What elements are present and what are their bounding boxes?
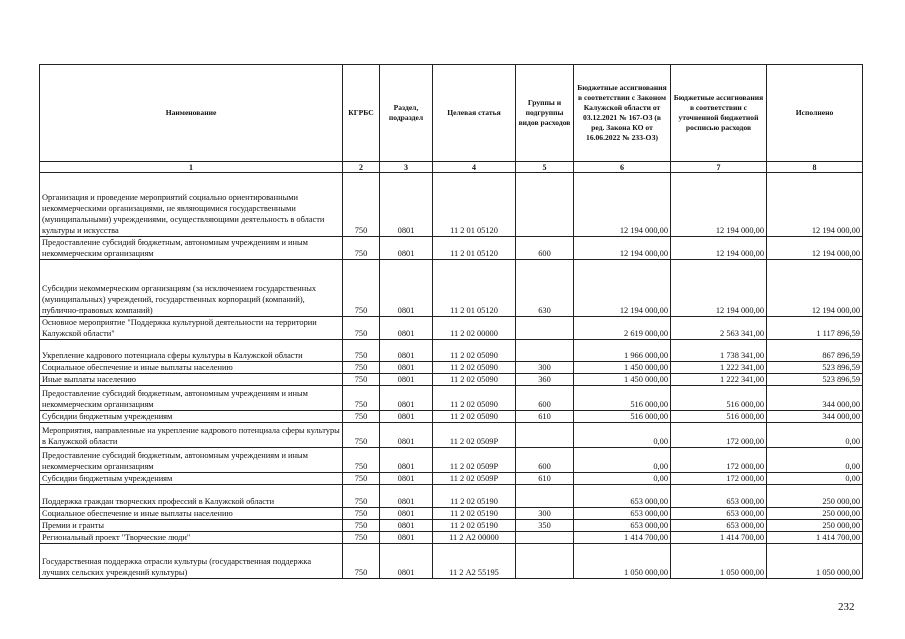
header-law: Бюджетные ассигнования в соответствии с Законом Калужской области от 03.12.2021 № 167-ОЗ (в ред. Закона КО от 16.06.2022 № 233-ОЗ): [574, 65, 671, 162]
table-row: [40, 532, 863, 544]
cell-law: 1 050 000,00: [574, 544, 671, 579]
column-number: 1: [40, 162, 343, 173]
cell-schedule: 1 414 700,00: [671, 532, 767, 544]
table-row: [40, 411, 863, 423]
cell-law: 0,00: [574, 448, 671, 473]
cell-section: 0801: [380, 260, 433, 317]
cell-name: Предоставление субсидий бюджетным, автономным учреждениям и иным некоммерческим организациям: [40, 448, 343, 473]
cell-schedule: 653 000,00: [671, 508, 767, 520]
cell-section: 0801: [380, 173, 433, 237]
column-number: 8: [767, 162, 863, 173]
cell-executed: 12 194 000,00: [767, 260, 863, 317]
table-row: [40, 374, 863, 386]
header-target: Целевая статья: [433, 65, 516, 162]
cell-law: 1 966 000,00: [574, 340, 671, 362]
cell-schedule: 1 222 341,00: [671, 362, 767, 374]
cell-name: Иные выплаты населению: [40, 374, 343, 386]
cell-law: 1 414 700,00: [574, 532, 671, 544]
cell-executed: 12 194 000,00: [767, 173, 863, 237]
cell-executed: 250 000,00: [767, 520, 863, 532]
cell-law: 2 619 000,00: [574, 317, 671, 340]
cell-target: 11 2 01 05120: [433, 260, 516, 317]
cell-section: 0801: [380, 544, 433, 579]
cell-kgrbs: 750: [343, 362, 380, 374]
column-number: 4: [433, 162, 516, 173]
cell-law: 516 000,00: [574, 411, 671, 423]
table-row: [40, 260, 863, 317]
cell-schedule: 12 194 000,00: [671, 237, 767, 260]
cell-target: 11 2 02 00000: [433, 317, 516, 340]
cell-target: 11 2 02 0509Р: [433, 423, 516, 448]
cell-section: 0801: [380, 374, 433, 386]
cell-executed: 12 194 000,00: [767, 237, 863, 260]
cell-schedule: 516 000,00: [671, 411, 767, 423]
cell-law: 12 194 000,00: [574, 237, 671, 260]
cell-group: 600: [516, 448, 574, 473]
cell-executed: 0,00: [767, 473, 863, 485]
cell-name: Поддержка граждан творческих профессий в Калужской области: [40, 485, 343, 508]
cell-group: 610: [516, 411, 574, 423]
cell-section: 0801: [380, 362, 433, 374]
table-row: [40, 448, 863, 473]
cell-group: [516, 423, 574, 448]
cell-kgrbs: 750: [343, 340, 380, 362]
column-number: 6: [574, 162, 671, 173]
table-row: [40, 473, 863, 485]
cell-name: Субсидии бюджетным учреждениям: [40, 473, 343, 485]
table-row: [40, 520, 863, 532]
cell-section: 0801: [380, 508, 433, 520]
budget-table: [39, 64, 863, 579]
cell-target: 11 2 02 05190: [433, 485, 516, 508]
cell-schedule: 653 000,00: [671, 485, 767, 508]
cell-law: 12 194 000,00: [574, 173, 671, 237]
cell-section: 0801: [380, 317, 433, 340]
table-row: [40, 173, 863, 237]
cell-target: 11 2 А2 55195: [433, 544, 516, 579]
header-schedule: Бюджетные ассигнования в соответствии с уточненной бюджетной росписью расходов: [671, 65, 767, 162]
cell-section: 0801: [380, 411, 433, 423]
cell-target: 11 2 02 05090: [433, 362, 516, 374]
cell-executed: 0,00: [767, 423, 863, 448]
cell-section: 0801: [380, 237, 433, 260]
cell-schedule: 516 000,00: [671, 386, 767, 411]
cell-kgrbs: 750: [343, 386, 380, 411]
cell-group: [516, 532, 574, 544]
cell-law: 0,00: [574, 423, 671, 448]
cell-target: 11 2 02 05090: [433, 411, 516, 423]
cell-group: 300: [516, 362, 574, 374]
cell-group: 610: [516, 473, 574, 485]
cell-section: 0801: [380, 473, 433, 485]
table-row: [40, 508, 863, 520]
cell-schedule: 1 222 341,00: [671, 374, 767, 386]
cell-kgrbs: 750: [343, 448, 380, 473]
cell-group: [516, 544, 574, 579]
cell-target: 11 2 02 0509Р: [433, 473, 516, 485]
cell-kgrbs: 750: [343, 532, 380, 544]
cell-kgrbs: 750: [343, 260, 380, 317]
cell-executed: 1 414 700,00: [767, 532, 863, 544]
cell-target: 11 2 02 05190: [433, 520, 516, 532]
cell-target: 11 2 02 0509Р: [433, 448, 516, 473]
header-section: Раздел, подраздел: [380, 65, 433, 162]
cell-kgrbs: 750: [343, 423, 380, 448]
cell-schedule: 1 738 341,00: [671, 340, 767, 362]
cell-name: Мероприятия, направленные на укрепление кадрового потенциала сферы культуры в Калужской области: [40, 423, 343, 448]
cell-target: 11 2 01 05120: [433, 237, 516, 260]
cell-law: 516 000,00: [574, 386, 671, 411]
table-row: [40, 237, 863, 260]
cell-group: 300: [516, 508, 574, 520]
cell-executed: 0,00: [767, 448, 863, 473]
cell-target: 11 2 02 05190: [433, 508, 516, 520]
cell-name: Основное мероприятие "Поддержка культурной деятельности на территории Калужской области": [40, 317, 343, 340]
table-row: [40, 544, 863, 579]
cell-section: 0801: [380, 386, 433, 411]
cell-schedule: 12 194 000,00: [671, 173, 767, 237]
cell-section: 0801: [380, 520, 433, 532]
cell-law: 1 450 000,00: [574, 362, 671, 374]
cell-name: Субсидии бюджетным учреждениям: [40, 411, 343, 423]
cell-law: 0,00: [574, 473, 671, 485]
table-row: [40, 362, 863, 374]
cell-kgrbs: 750: [343, 374, 380, 386]
cell-target: 11 2 01 05120: [433, 173, 516, 237]
cell-kgrbs: 750: [343, 411, 380, 423]
header-groups: Группы и подгруппы видов расходов: [516, 65, 574, 162]
cell-schedule: 172 000,00: [671, 423, 767, 448]
cell-section: 0801: [380, 340, 433, 362]
page-number: 232: [838, 601, 855, 613]
cell-kgrbs: 750: [343, 173, 380, 237]
cell-schedule: 172 000,00: [671, 473, 767, 485]
table-row: [40, 386, 863, 411]
cell-section: 0801: [380, 423, 433, 448]
cell-schedule: 1 050 000,00: [671, 544, 767, 579]
cell-kgrbs: 750: [343, 544, 380, 579]
cell-kgrbs: 750: [343, 473, 380, 485]
cell-group: [516, 317, 574, 340]
cell-executed: 250 000,00: [767, 485, 863, 508]
cell-name: Премии и гранты: [40, 520, 343, 532]
cell-name: Региональный проект "Творческие люди": [40, 532, 343, 544]
cell-group: 360: [516, 374, 574, 386]
cell-section: 0801: [380, 485, 433, 508]
cell-kgrbs: 750: [343, 237, 380, 260]
cell-target: 11 2 02 05090: [433, 374, 516, 386]
cell-schedule: 12 194 000,00: [671, 260, 767, 317]
cell-target: 11 2 А2 00000: [433, 532, 516, 544]
cell-executed: 344 000,00: [767, 386, 863, 411]
table-row: [40, 423, 863, 448]
cell-executed: 1 117 896,59: [767, 317, 863, 340]
cell-name: Государственная поддержка отрасли культуры (государственная поддержка лучших сельских учреждений культуры): [40, 544, 343, 579]
cell-name: Субсидии некоммерческим организациям (за исключением государственных (муниципальных) учреждений, государственных корпораций (компаний), публично-правовых компаний): [40, 260, 343, 317]
cell-name: Социальное обеспечение и иные выплаты населению: [40, 508, 343, 520]
cell-law: 653 000,00: [574, 508, 671, 520]
cell-executed: 867 896,59: [767, 340, 863, 362]
header-executed: Исполнено: [767, 65, 863, 162]
cell-group: 600: [516, 386, 574, 411]
cell-target: 11 2 02 05090: [433, 340, 516, 362]
cell-group: 350: [516, 520, 574, 532]
table-row: [40, 317, 863, 340]
table-body: [40, 173, 863, 579]
cell-kgrbs: 750: [343, 485, 380, 508]
cell-law: 653 000,00: [574, 485, 671, 508]
cell-law: 1 450 000,00: [574, 374, 671, 386]
cell-group: [516, 173, 574, 237]
cell-name: Предоставление субсидий бюджетным, автономным учреждениям и иным некоммерческим организациям: [40, 237, 343, 260]
cell-name: Социальное обеспечение и иные выплаты населению: [40, 362, 343, 374]
cell-schedule: 172 000,00: [671, 448, 767, 473]
header-kgrbs: КГРБС: [343, 65, 380, 162]
column-number: 2: [343, 162, 380, 173]
header-row: [40, 65, 863, 162]
cell-target: 11 2 02 05090: [433, 386, 516, 411]
cell-section: 0801: [380, 532, 433, 544]
cell-section: 0801: [380, 448, 433, 473]
column-number-row: [40, 162, 863, 173]
cell-name: Предоставление субсидий бюджетным, автономным учреждениям и иным некоммерческим организациям: [40, 386, 343, 411]
table-row: [40, 485, 863, 508]
cell-kgrbs: 750: [343, 520, 380, 532]
cell-schedule: 2 563 341,00: [671, 317, 767, 340]
cell-executed: 250 000,00: [767, 508, 863, 520]
cell-executed: 523 896,59: [767, 362, 863, 374]
table-row: [40, 340, 863, 362]
cell-executed: 523 896,59: [767, 374, 863, 386]
column-number: 7: [671, 162, 767, 173]
column-number: 5: [516, 162, 574, 173]
cell-kgrbs: 750: [343, 508, 380, 520]
cell-kgrbs: 750: [343, 317, 380, 340]
cell-schedule: 653 000,00: [671, 520, 767, 532]
cell-law: 12 194 000,00: [574, 260, 671, 317]
cell-name: Укрепление кадрового потенциала сферы культуры в Калужской области: [40, 340, 343, 362]
cell-name: Организация и проведение мероприятий социально ориентированными некоммерческими организациями, не являющимися государственными (муниципальными) учреждениями, осуществляющими деятельность в области культуры и искусства: [40, 173, 343, 237]
header-name: Наименование: [40, 65, 343, 162]
cell-group: 600: [516, 237, 574, 260]
cell-group: [516, 340, 574, 362]
column-number: 3: [380, 162, 433, 173]
cell-executed: 1 050 000,00: [767, 544, 863, 579]
cell-group: 630: [516, 260, 574, 317]
cell-law: 653 000,00: [574, 520, 671, 532]
cell-group: [516, 485, 574, 508]
cell-executed: 344 000,00: [767, 411, 863, 423]
